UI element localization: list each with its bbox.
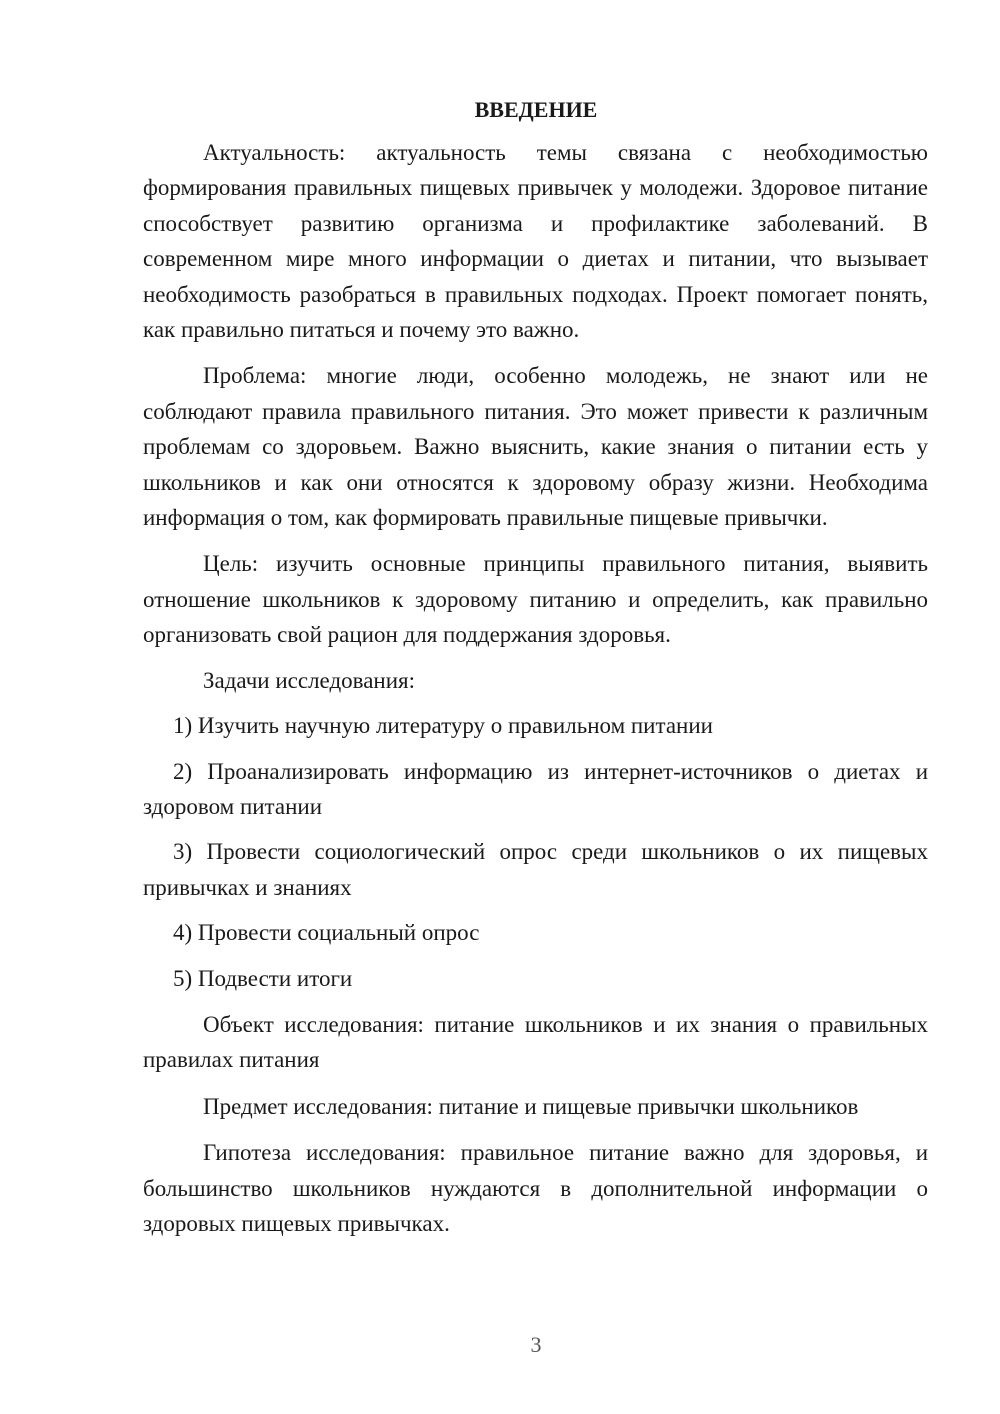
paragraph-object: Объект исследования: питание школьников и их знания о правильных правилах питания <box>143 1011 928 1073</box>
paragraph-relevance: Актуальность: актуальность темы связана с необходимостью формирования правильных пищевых привычек у молодежи. Здоровое питание способствует развитию организма и профилактике заболеваний. В современном мире много информации о диетах и питании, что вызывает необходимость разобраться в правильных подходах. Проект помогает понять, как правильно питаться и почему это важно. <box>143 140 928 343</box>
page-number: 3 <box>530 1332 542 1357</box>
task-item-3: 3) Провести социологический опрос среди школьников о их пищевых привычках и знаниях <box>143 839 928 900</box>
task-item-4: 4) Провести социальный опрос <box>173 920 480 946</box>
paragraph-goal: Цель: изучить основные принципы правильного питания, выявить отношение школьников к здоровому питанию и определить, как правильно организовать свой рацион для поддержания здоровья. <box>143 551 928 648</box>
page-title: ВВЕДЕНИЕ <box>474 97 598 122</box>
page-body <box>143 92 928 1251</box>
task-item-5: 5) Подвести итоги <box>173 965 353 991</box>
tasks-heading: Задачи исследования: <box>203 667 416 693</box>
paragraph-problem: Проблема: многие люди, особенно молодежь, не знают или не соблюдают правила правильного питания. Это может привести к различным проблемам со здоровьем. Важно выяснить, какие знания о питании есть у школьников и как они относятся к здоровому образу жизни. Необходима информация о том, как формировать правильные пищевые привычки. <box>143 363 928 531</box>
paragraph-subject: Предмет исследования: питание и пищевые привычки школьников <box>203 1093 859 1119</box>
paragraph-hypothesis: Гипотеза исследования: правильное питание важно для здоровья, и большинство школьников нуждаются в дополнительной информации о здоровых пищевых привычках. <box>143 1140 928 1236</box>
task-item-2: 2) Проанализировать информацию из интернет-источников о диетах и здоровом питании <box>143 758 928 819</box>
task-item-1: 1) Изучить научную литературу о правильном питании <box>173 713 713 739</box>
